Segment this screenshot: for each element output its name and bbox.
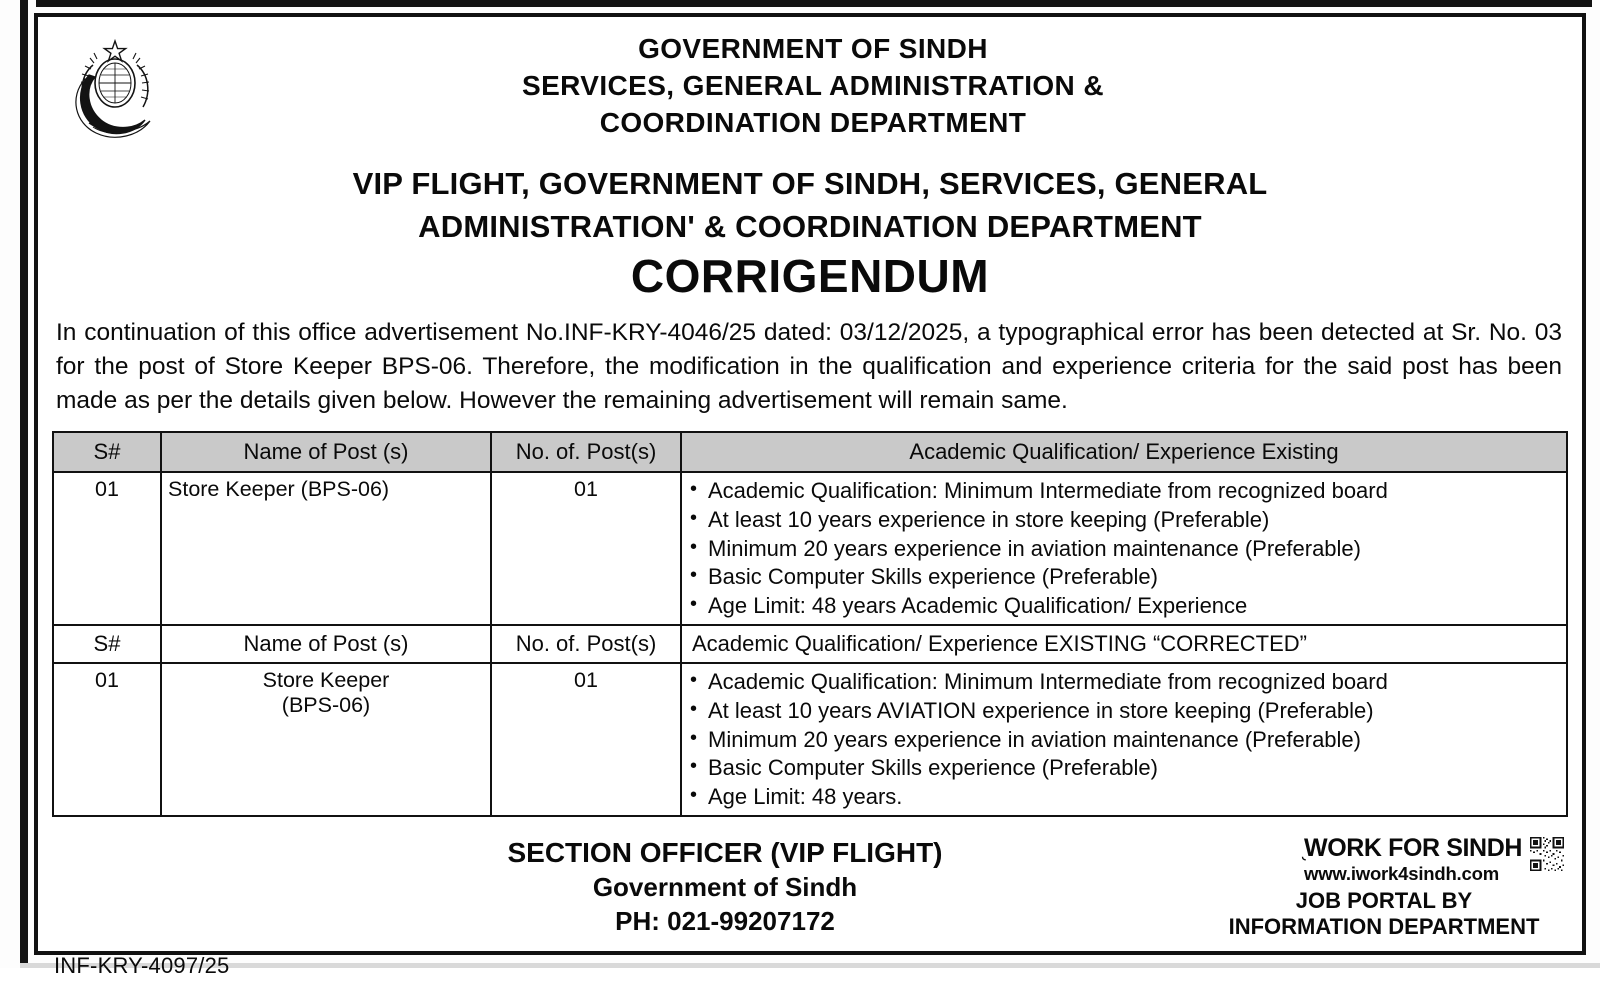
scan-edge-left	[20, 0, 28, 968]
header-line-2: SERVICES, GENERAL ADMINISTRATION &	[522, 69, 1104, 101]
header-line-1: GOVERNMENT OF SINDH	[638, 33, 988, 64]
cell-posts-count: 01	[491, 472, 681, 625]
header-cell-sn-corrected: S#	[53, 625, 161, 663]
cell-sn-corrected: 01	[53, 663, 161, 816]
branding-portal-line-1: JOB PORTAL BY	[1295, 887, 1473, 913]
list-item: • Academic Qualification: Minimum Intermediate from recognized board	[688, 477, 1560, 506]
cell-sn: 01	[53, 472, 161, 625]
government-emblem-icon	[52, 31, 178, 143]
list-item: • At least 10 years experience in store keeping (Preferable)	[688, 506, 1560, 535]
subtitle-line-1: VIP FLIGHT, GOVERNMENT OF SINDH, SERVICES, GENERAL	[352, 166, 1268, 201]
list-item: • Age Limit: 48 years Academic Qualification/ Experience	[688, 592, 1560, 621]
signatory-title: SECTION OFFICER (VIP FLIGHT)	[507, 837, 943, 869]
header-cell-qualification-corrected: Academic Qualification/ Experience EXISTING “CORRECTED”	[681, 625, 1567, 663]
body-paragraph: In continuation of this office advertisement No.INF-KRY-4046/25 dated: 03/12/2025, a typographical error has been detected at Sr. No. 03 for the post of Store Keeper BPS-06. Therefore, the modification in the qualification and experience criteria for the said post has been made as per the details given below. However the remaining advertisement will remain same.	[56, 319, 1562, 414]
list-item: • Age Limit: 48 years.	[688, 783, 1560, 812]
header-line-3: COORDINATION DEPARTMENT	[599, 106, 1027, 138]
qualification-table	[52, 431, 1568, 817]
branding-wordmark-text: WORK FOR SINDH	[1304, 834, 1522, 863]
list-item: • Basic Computer Skills experience (Preferable)	[688, 754, 1560, 783]
table-row-corrected	[53, 663, 1567, 816]
reference-number: INF-KRY-4097/25	[54, 953, 230, 979]
table-header-row-existing	[53, 432, 1567, 472]
subtitle-group	[52, 163, 1568, 302]
list-item: • Academic Qualification: Minimum Intermediate from recognized board	[688, 668, 1560, 697]
list-item: • At least 10 years AVIATION experience in store keeping (Preferable)	[688, 697, 1560, 726]
branding-top-row	[1204, 835, 1564, 884]
header-cell-qualification: Academic Qualification/ Experience Existing	[681, 432, 1567, 472]
header-title-group	[178, 31, 1568, 142]
cell-post-name-corrected	[161, 663, 491, 816]
post-name-line-1: Store Keeper	[262, 668, 390, 693]
subtitle-line-2: ADMINISTRATION' & COORDINATION DEPARTMENT	[418, 208, 1202, 244]
scan-edge-top	[36, 0, 1592, 7]
list-item: • Basic Computer Skills experience (Preferable)	[688, 563, 1560, 592]
cell-post-name: Store Keeper (BPS-06)	[161, 472, 491, 625]
advertisement-border-box	[34, 13, 1586, 979]
cell-qualification	[681, 472, 1567, 625]
corrected-bullet-list	[688, 668, 1560, 811]
existing-bullet-list	[688, 477, 1560, 620]
iwork-for-sindh-branding	[1204, 835, 1564, 939]
table-row-existing	[53, 472, 1567, 625]
document-header	[52, 25, 1568, 143]
qr-code-icon	[1530, 837, 1564, 876]
cell-posts-count-corrected: 01	[491, 663, 681, 816]
signatory-phone: PH: 021-99207172	[615, 906, 835, 936]
branding-website: www.iwork4sindh.com	[1304, 862, 1499, 884]
iwork-logo-icon	[1304, 835, 1522, 861]
post-name-line-2: (BPS-06)	[281, 693, 371, 718]
header-cell-post-name: Name of Post (s)	[161, 432, 491, 472]
list-item: • Minimum 20 years experience in aviation maintenance (Preferable)	[688, 535, 1560, 564]
header-cell-posts-count-corrected: No. of. Post(s)	[491, 625, 681, 663]
branding-portal-line-2: INFORMATION DEPARTMENT	[1228, 913, 1540, 939]
notice-type-heading: CORRIGENDUM	[630, 249, 990, 302]
document-footer	[52, 835, 1568, 985]
list-item: • Minimum 20 years experience in aviation maintenance (Preferable)	[688, 726, 1560, 755]
header-cell-post-name-corrected: Name of Post (s)	[161, 625, 491, 663]
signatory-organization: Government of Sindh	[592, 872, 858, 903]
branding-wordmark-group	[1304, 835, 1522, 884]
header-cell-sn: S#	[53, 432, 161, 472]
table-header-row-corrected	[53, 625, 1567, 663]
cell-qualification-corrected	[681, 663, 1567, 816]
header-cell-posts-count: No. of. Post(s)	[491, 432, 681, 472]
